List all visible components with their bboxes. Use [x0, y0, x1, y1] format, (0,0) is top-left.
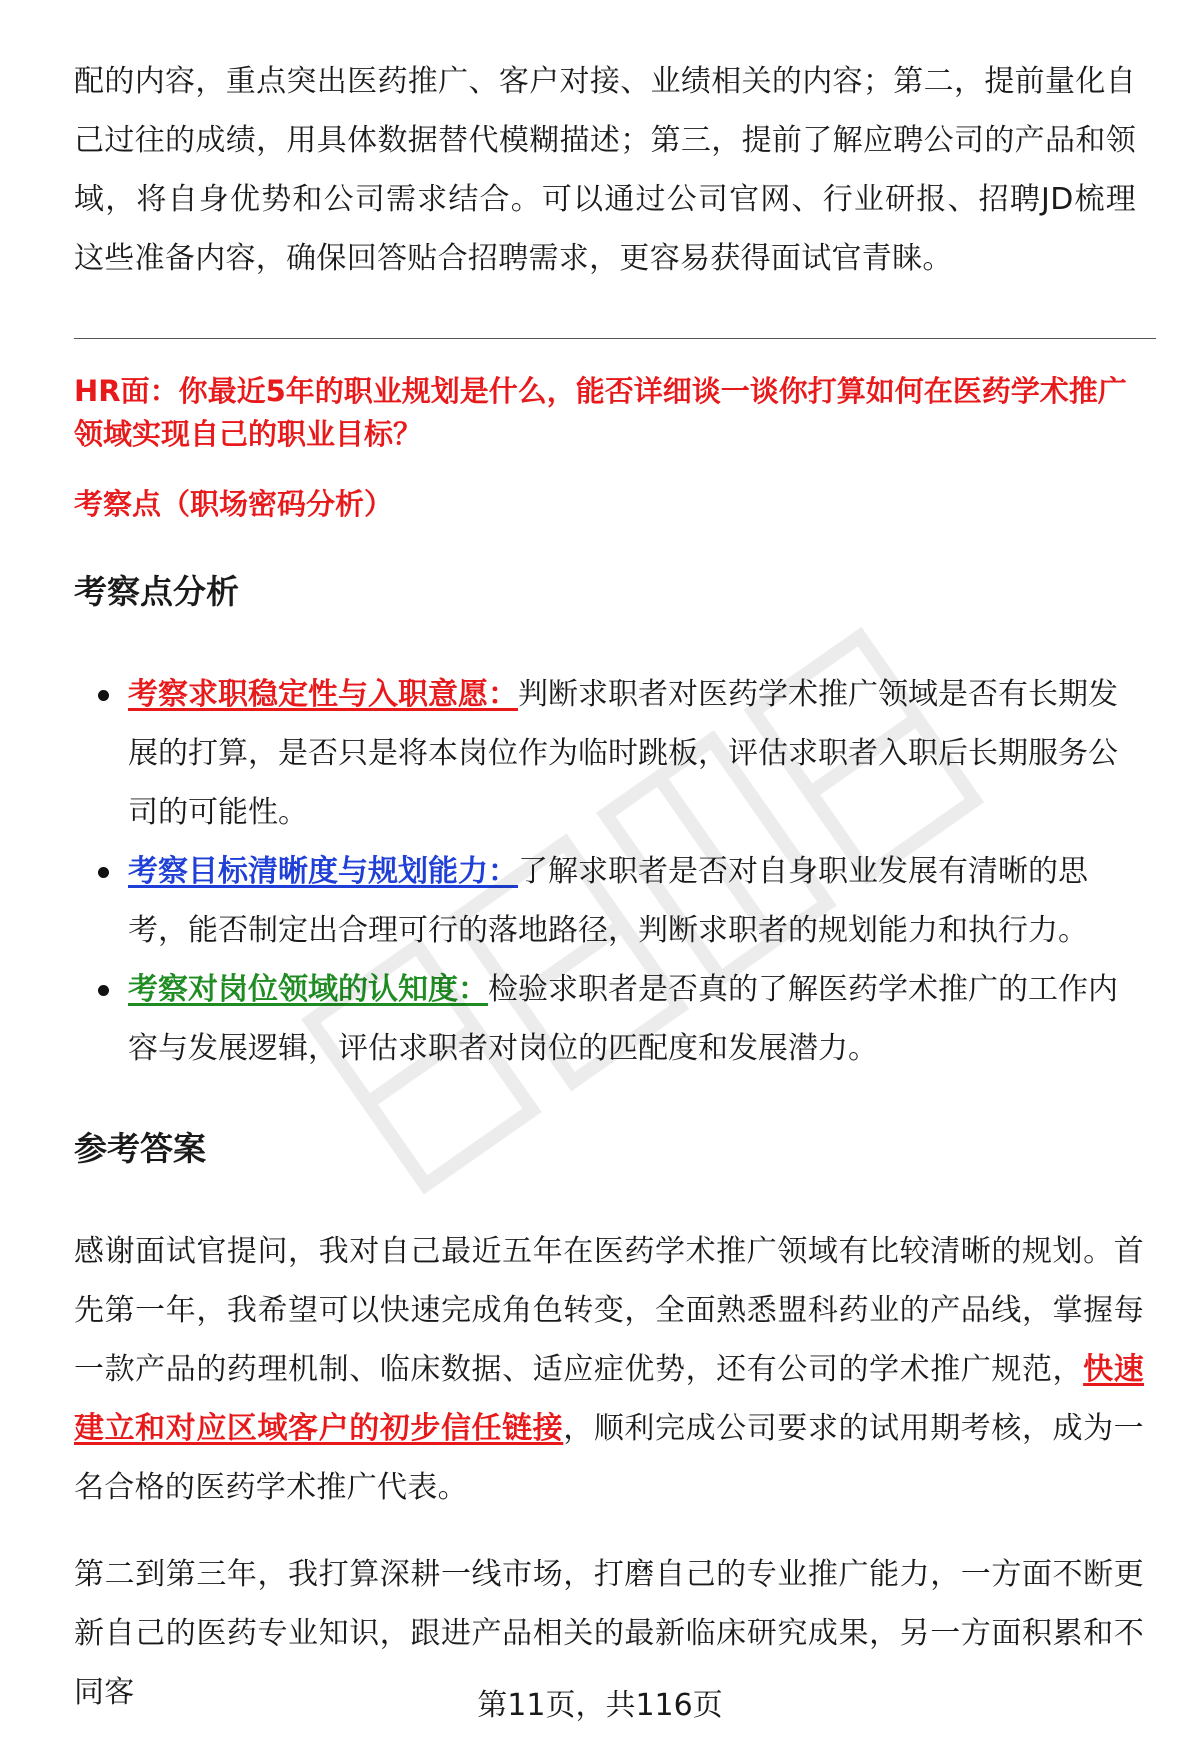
analysis-list — [74, 665, 1144, 1078]
page-footer: 第11页，共116页 — [477, 1688, 723, 1723]
analysis-point — [74, 665, 1144, 842]
point-text: 判断求职者对医药学术推广领域是否有长期发展的打算，是否只是将本岗位作为临时跳板，评估求职者入职后长期服务公司的可能性。 — [128, 677, 1118, 830]
question-tag: 考察点（职场密码分析） — [74, 487, 394, 521]
intro-paragraph: 配的内容，重点突出医药推广、客户对接、业绩相关的内容；第二，提前量化自己过往的成绩，用具体数据替代模糊描述；第三，提前了解应聘公司的产品和领域，将自身优势和公司需求结合。可以通过公司官网、行业研报、招聘JD梳理这些准备内容，确保回答贴合招聘需求，更容易获得面试官青睐。 — [74, 64, 1136, 276]
answer-paragraph-2: 第二到第三年，我打算深耕一线市场，打磨自己的专业推广能力，一方面不断更新自己的医药专业知识，跟进产品相关的最新临床研究成果，另一方面积累和不同客 — [74, 1557, 1144, 1710]
analysis-point — [74, 960, 1144, 1078]
point-keyword: 考察对岗位领域的认知度： — [128, 972, 488, 1007]
point-keyword: 考察求职稳定性与入职意愿： — [128, 677, 518, 712]
answer-text: 感谢面试官提问，我对自己最近五年在医药学术推广领域有比较清晰的规划。首先第一年，我希望可以快速完成角色转变，全面熟悉盟科药业的产品线，掌握每一款产品的药理机制、临床数据、适应症优势，还有公司的学术推广规范， — [74, 1234, 1144, 1387]
analysis-point — [74, 842, 1144, 960]
answer-highlight: 快速建立和对应区域客户的初步信任链接 — [74, 1352, 1144, 1446]
answer-paragraph-1 — [74, 1222, 1144, 1517]
bullet-icon — [98, 690, 109, 701]
answer-heading: 参考答案 — [74, 1129, 206, 1168]
bullet-icon — [98, 985, 109, 996]
hr-question: HR面：你最近5年的职业规划是什么，能否详细谈一谈你打算如何在医药学术推广领域实现自己的职业目标？ — [74, 374, 1127, 451]
point-keyword: 考察目标清晰度与规划能力： — [128, 854, 518, 889]
bullet-icon — [98, 867, 109, 878]
point-text: 了解求职者是否对自身职业发展有清晰的思考，能否制定出合理可行的落地路径，判断求职者的规划能力和执行力。 — [128, 854, 1088, 948]
analysis-heading: 考察点分析 — [74, 572, 239, 611]
answer-text: ，顺利完成公司要求的试用期考核，成为一名合格的医药学术推广代表。 — [74, 1411, 1144, 1505]
point-text: 检验求职者是否真的了解医药学术推广的工作内容与发展逻辑，评估求职者对岗位的匹配度和发展潜力。 — [128, 972, 1118, 1066]
section-divider — [74, 338, 1156, 339]
